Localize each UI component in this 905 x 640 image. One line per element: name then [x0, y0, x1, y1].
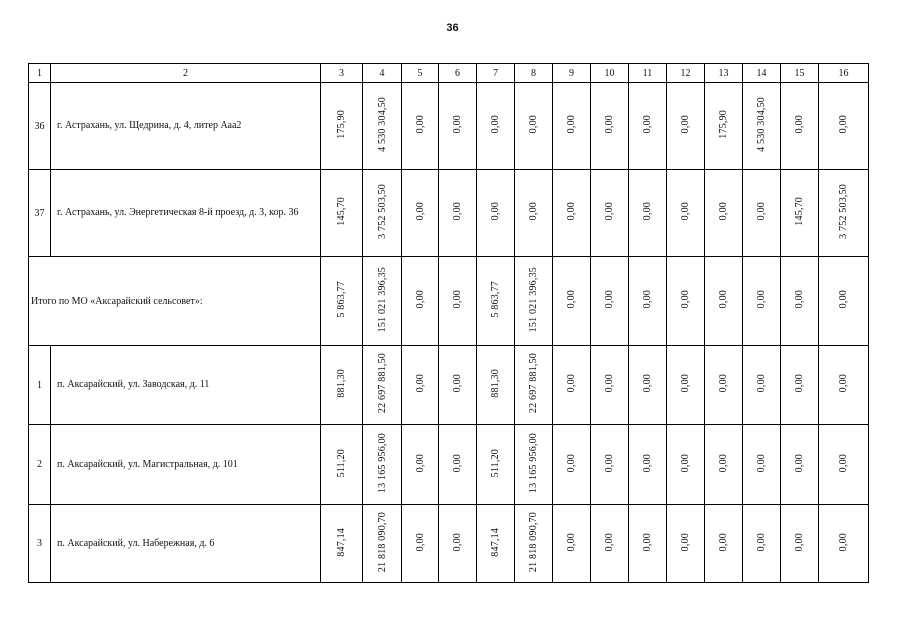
value-text: 0,00 — [566, 453, 577, 473]
value-text: 0,00 — [452, 202, 463, 221]
value-text: 0,00 — [718, 374, 729, 393]
value-text: 847,14 — [490, 527, 501, 557]
value-cell — [363, 346, 402, 425]
column-header: 15 — [781, 64, 819, 83]
value-cell — [629, 170, 667, 257]
value-cell — [363, 83, 402, 170]
value-cell — [591, 425, 629, 505]
value-text: 0,00 — [566, 532, 577, 552]
value-cell — [667, 257, 705, 346]
value-text: 0,00 — [604, 115, 615, 134]
value-text: 0,00 — [642, 532, 653, 552]
value-text: 0,00 — [528, 115, 539, 134]
column-header: 2 — [51, 64, 321, 83]
value-cell — [629, 257, 667, 346]
value-text: 0,00 — [680, 374, 691, 393]
value-cell — [705, 83, 743, 170]
column-header: 13 — [705, 64, 743, 83]
column-header: 6 — [439, 64, 477, 83]
value-text: 0,00 — [756, 202, 767, 221]
value-cell — [819, 170, 869, 257]
value-text: 0,00 — [680, 290, 691, 309]
value-text: 5 863,77 — [336, 281, 347, 318]
value-text: 0,00 — [642, 202, 653, 221]
value-text: 4 530 304,50 — [376, 97, 388, 152]
value-text: 0,00 — [604, 532, 615, 552]
value-text: 22 697 881,50 — [376, 353, 388, 414]
value-text: 21 818 090,70 — [528, 511, 539, 573]
value-text: 5 863,77 — [490, 281, 501, 318]
value-cell — [363, 257, 402, 346]
value-text: 881,30 — [336, 369, 347, 398]
address-cell: п. Аксарайский, ул. Магистральная, д. 101 — [51, 425, 321, 505]
value-cell — [819, 257, 869, 346]
column-header: 16 — [819, 64, 869, 83]
column-header: 5 — [402, 64, 439, 83]
value-cell — [591, 83, 629, 170]
value-text: 511,20 — [336, 448, 347, 478]
value-text: 13 165 956,00 — [528, 432, 539, 494]
value-cell — [705, 425, 743, 505]
value-cell — [321, 505, 363, 583]
value-cell — [819, 425, 869, 505]
value-cell — [819, 505, 869, 583]
value-cell — [781, 83, 819, 170]
value-cell — [553, 505, 591, 583]
value-text: 0,00 — [794, 115, 805, 134]
value-text: 0,00 — [452, 374, 463, 393]
value-cell — [363, 170, 402, 257]
value-cell — [553, 170, 591, 257]
value-text: 0,00 — [680, 115, 691, 134]
value-text: 175,90 — [336, 110, 347, 139]
value-text: 0,00 — [566, 115, 577, 134]
page-number: 36 — [446, 22, 459, 34]
total-row — [29, 257, 869, 346]
value-text: 0,00 — [642, 374, 653, 393]
value-cell — [321, 425, 363, 505]
value-cell — [477, 505, 515, 583]
value-cell — [591, 257, 629, 346]
value-text: 13 165 956,00 — [376, 432, 388, 494]
value-cell — [705, 257, 743, 346]
value-cell — [515, 505, 553, 583]
value-text: 0,00 — [838, 532, 849, 552]
column-header: 8 — [515, 64, 553, 83]
value-cell — [515, 425, 553, 505]
value-text: 0,00 — [680, 202, 691, 221]
value-text: 0,00 — [604, 202, 615, 221]
value-cell — [402, 505, 439, 583]
value-text: 0,00 — [756, 290, 767, 309]
value-cell — [439, 425, 477, 505]
value-text: 0,00 — [604, 290, 615, 309]
column-header: 1 — [29, 64, 51, 83]
value-text: 0,00 — [838, 115, 849, 134]
value-cell — [743, 83, 781, 170]
value-cell — [515, 83, 553, 170]
value-cell — [439, 170, 477, 257]
value-cell — [629, 346, 667, 425]
value-text: 0,00 — [490, 115, 501, 134]
value-text: 0,00 — [452, 532, 463, 552]
value-text: 0,00 — [528, 202, 539, 221]
value-cell — [705, 505, 743, 583]
value-cell — [363, 425, 402, 505]
value-text: 0,00 — [718, 532, 729, 552]
value-text: 0,00 — [642, 115, 653, 134]
value-cell — [743, 425, 781, 505]
table-row — [29, 505, 869, 583]
value-cell — [402, 257, 439, 346]
value-text: 0,00 — [794, 453, 805, 473]
table-row — [29, 346, 869, 425]
value-text: 3 752 503,50 — [376, 184, 388, 239]
value-text: 0,00 — [566, 290, 577, 309]
value-text: 3 752 503,50 — [838, 184, 849, 239]
value-text: 0,00 — [756, 453, 767, 473]
value-text: 0,00 — [414, 290, 426, 309]
value-cell — [705, 170, 743, 257]
value-text: 0,00 — [452, 453, 463, 473]
value-cell — [667, 346, 705, 425]
address-cell: г. Астрахань, ул. Щедрина, д. 4, литер Ааа2 — [51, 83, 321, 170]
header-row — [29, 64, 869, 83]
value-cell — [439, 346, 477, 425]
column-header: 12 — [667, 64, 705, 83]
value-cell — [629, 505, 667, 583]
value-text: 0,00 — [414, 453, 426, 473]
column-header: 14 — [743, 64, 781, 83]
value-cell — [553, 257, 591, 346]
value-cell — [477, 170, 515, 257]
value-text: 881,30 — [490, 369, 501, 398]
value-cell — [591, 170, 629, 257]
address-cell: п. Аксарайский, ул. Заводская, д. 11 — [51, 346, 321, 425]
value-cell — [553, 346, 591, 425]
value-text: 0,00 — [718, 453, 729, 473]
value-text: 0,00 — [718, 202, 729, 221]
value-cell — [439, 505, 477, 583]
value-text: 0,00 — [680, 453, 691, 473]
value-cell — [667, 170, 705, 257]
value-text: 511,20 — [490, 448, 501, 478]
value-text: 0,00 — [452, 290, 463, 309]
value-text: 0,00 — [838, 290, 849, 309]
value-text: 0,00 — [794, 532, 805, 552]
address-cell: г. Астрахань, ул. Энергетическая 8-й проезд, д. 3, кор. 36 — [51, 170, 321, 257]
value-text: 0,00 — [452, 115, 463, 134]
value-cell — [477, 257, 515, 346]
column-header: 11 — [629, 64, 667, 83]
value-cell — [477, 346, 515, 425]
value-cell — [553, 83, 591, 170]
column-header: 3 — [321, 64, 363, 83]
value-cell — [743, 505, 781, 583]
column-header: 9 — [553, 64, 591, 83]
value-cell — [363, 505, 402, 583]
value-cell — [591, 346, 629, 425]
value-cell — [402, 170, 439, 257]
value-cell — [515, 346, 553, 425]
total-label: Итого по МО «Аксарайский сельсовет»: — [29, 257, 321, 346]
value-text: 847,14 — [336, 527, 347, 557]
value-text: 0,00 — [604, 374, 615, 393]
column-header: 10 — [591, 64, 629, 83]
row-number: 2 — [29, 425, 51, 505]
value-text: 0,00 — [604, 453, 615, 473]
value-text: 0,00 — [566, 202, 577, 221]
column-header: 4 — [363, 64, 402, 83]
row-number: 36 — [29, 83, 51, 170]
table-row — [29, 170, 869, 257]
value-text: 0,00 — [642, 290, 653, 309]
value-cell — [591, 505, 629, 583]
value-cell — [819, 346, 869, 425]
value-cell — [321, 170, 363, 257]
value-text: 0,00 — [414, 374, 426, 393]
value-cell — [402, 83, 439, 170]
value-cell — [402, 346, 439, 425]
value-cell — [439, 83, 477, 170]
housing-table — [28, 63, 869, 583]
value-cell — [743, 346, 781, 425]
row-number: 1 — [29, 346, 51, 425]
value-cell — [321, 83, 363, 170]
value-text: 4 530 304,50 — [756, 97, 767, 152]
value-cell — [515, 170, 553, 257]
table-row — [29, 425, 869, 505]
value-cell — [402, 425, 439, 505]
value-text: 0,00 — [718, 290, 729, 309]
row-number: 3 — [29, 505, 51, 583]
value-cell — [819, 83, 869, 170]
value-text: 0,00 — [490, 202, 501, 221]
value-cell — [477, 83, 515, 170]
value-cell — [705, 346, 743, 425]
value-cell — [629, 83, 667, 170]
value-text: 21 818 090,70 — [376, 511, 388, 573]
value-text: 0,00 — [756, 532, 767, 552]
value-cell — [781, 170, 819, 257]
value-text: 175,90 — [718, 110, 729, 139]
value-text: 151 021 396,35 — [376, 266, 388, 333]
value-cell — [667, 83, 705, 170]
value-text: 0,00 — [414, 202, 426, 221]
address-cell: п. Аксарайский, ул. Набережная, д. 6 — [51, 505, 321, 583]
value-cell — [321, 257, 363, 346]
value-text: 0,00 — [838, 453, 849, 473]
value-cell — [321, 346, 363, 425]
value-cell — [667, 425, 705, 505]
value-cell — [781, 425, 819, 505]
column-header: 7 — [477, 64, 515, 83]
value-text: 0,00 — [642, 453, 653, 473]
value-text: 0,00 — [756, 374, 767, 393]
value-cell — [553, 425, 591, 505]
value-text: 145,70 — [336, 197, 347, 226]
value-cell — [781, 505, 819, 583]
value-text: 0,00 — [794, 290, 805, 309]
value-text: 0,00 — [680, 532, 691, 552]
value-cell — [743, 257, 781, 346]
value-text: 22 697 881,50 — [528, 353, 539, 414]
value-text: 0,00 — [794, 374, 805, 393]
value-text: 145,70 — [794, 197, 805, 226]
value-cell — [743, 170, 781, 257]
value-cell — [439, 257, 477, 346]
value-cell — [515, 257, 553, 346]
table-row — [29, 83, 869, 170]
value-cell — [629, 425, 667, 505]
value-cell — [781, 257, 819, 346]
value-text: 0,00 — [838, 374, 849, 393]
value-cell — [477, 425, 515, 505]
value-cell — [667, 505, 705, 583]
value-cell — [781, 346, 819, 425]
value-text: 0,00 — [566, 374, 577, 393]
value-text: 151 021 396,35 — [528, 266, 539, 333]
value-text: 0,00 — [414, 115, 426, 134]
row-number: 37 — [29, 170, 51, 257]
value-text: 0,00 — [414, 532, 426, 552]
